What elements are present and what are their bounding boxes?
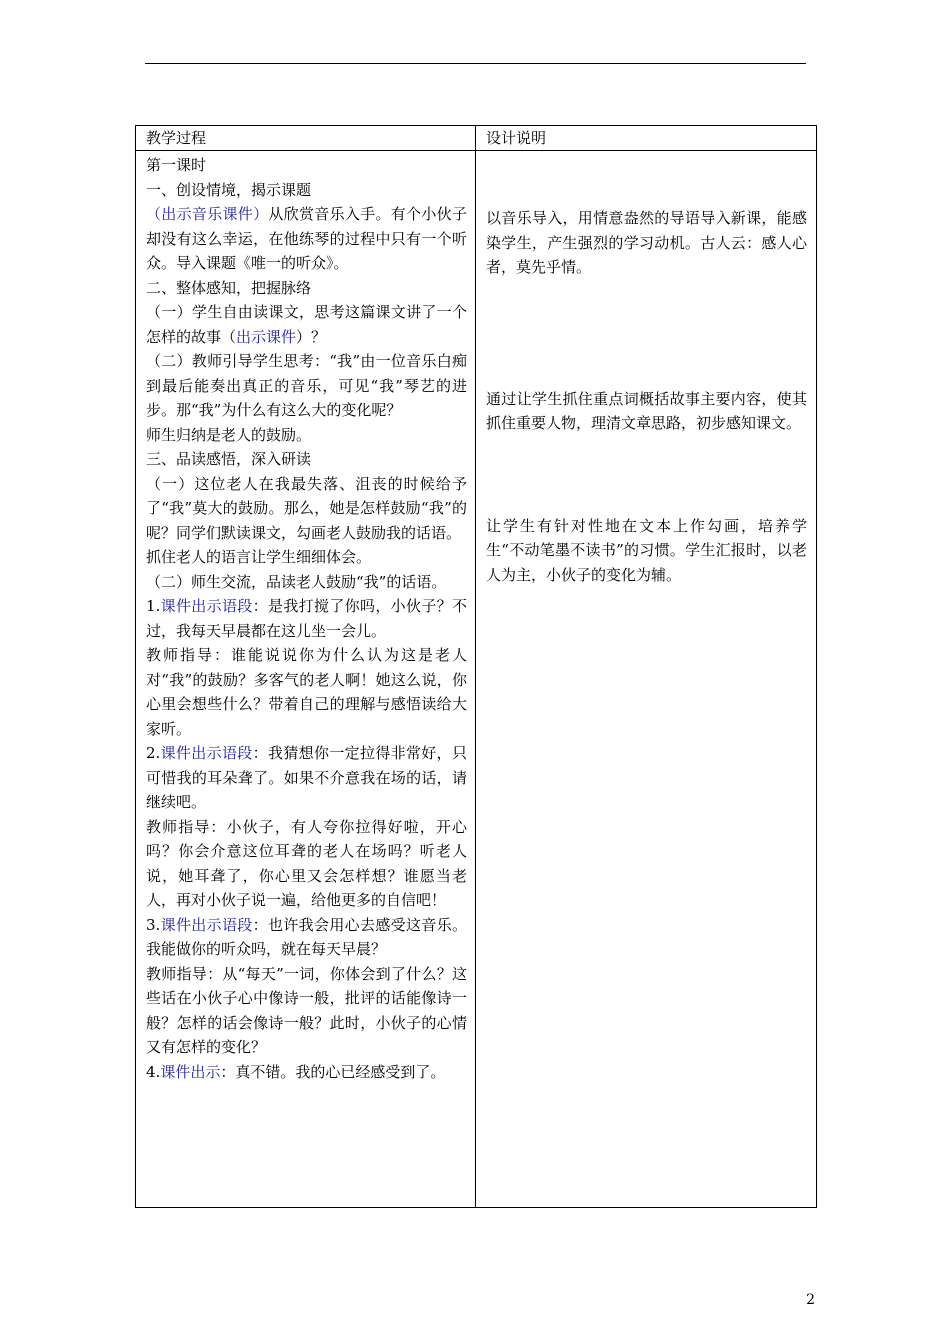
header-design-notes: 设计说明 (476, 126, 817, 151)
courseware-cue: （出示音乐课件） (146, 205, 269, 223)
design-notes-cell (476, 151, 817, 1208)
section-heading-2: 二、整体感知，把握脉络 (146, 278, 312, 297)
paragraph-intro: （出示音乐课件）从欣赏音乐入手。有个小伙子却没有这么幸运，在他练琴的过程中只有一个听众。导入课题《唯一的听众》。 (146, 205, 467, 272)
lesson-period: 第一课时 (146, 156, 207, 174)
courseware-cue: 课件出示语段 (160, 915, 253, 934)
paragraph-reading-2: （二）师生交流，品读老人鼓励“我”的话语。 (146, 572, 447, 591)
design-note-2: 通过让学生抓住重点词概括故事主要内容，使其抓住重要人物，理清文章思路，初步感知课文。 (486, 389, 807, 432)
header-teaching-process: 教学过程 (136, 126, 476, 151)
excerpt-2: 2.课件出示语段：我猜想你一定拉得非常好，只可惜我的耳朵聋了。如果不介意我在场的话，请继续吧。 (146, 744, 467, 811)
header-rule (145, 63, 806, 64)
lesson-plan-table (135, 125, 817, 1208)
courseware-cue: 课件出示语段 (160, 597, 253, 615)
courseware-cue: 课件出示语段 (160, 744, 253, 762)
excerpt-1: 1.课件出示语段：是我打搅了你吗，小伙子？不过，我每天早晨都在这儿坐一会儿。 (146, 597, 467, 640)
table-header-row (136, 126, 817, 151)
paragraph-reading-note: 抓住老人的语言让学生细细体会。 (146, 548, 372, 566)
design-note-1: 以音乐导入，用情意盎然的导语导入新课，能感染学生，产生强烈的学习动机。古人云：感人心者，莫先乎情。 (486, 209, 807, 276)
design-note-3: 让学生有针对性地在文本上作勾画，培养学生“不动笔墨不读书”的习惯。学生汇报时，以老人为主，小伙子的变化为辅。 (486, 516, 807, 584)
paragraph-step-2: （二）教师引导学生思考：“我”由一位音乐白痴到最后能奏出真正的音乐，可见“我”琴艺的进步。那“我”为什么有这么大的变化呢？ (146, 352, 467, 419)
guidance-2: 教师指导：小伙子，有人夸你拉得好啦，开心吗？你会介意这位耳聋的老人在场吗？听老人说，她耳聋了，你心里又会怎样想？谁愿当老人，再对小伙子说一遍，给他更多的自信吧！ (146, 817, 467, 909)
paragraph-summary: 师生归纳是老人的鼓励。 (146, 425, 312, 444)
table-body-row (136, 151, 817, 1208)
guidance-1: 教师指导：谁能说说你为什么认为这是老人对“我”的鼓励？多客气的老人啊！她这么说，你心里会想些什么？带着自己的理解与感悟读给大家听。 (146, 646, 467, 738)
teaching-process-cell (136, 151, 476, 1208)
section-heading-3: 三、品读感悟，深入研读 (146, 450, 312, 468)
section-heading-1: 一、创设情境，揭示课题 (146, 180, 312, 199)
guidance-3: 教师指导：从“每天”一词，你体会到了什么？这些话在小伙子心中像诗一般，批评的话能像诗一般？怎样的话会像诗一般？此时，小伙子的心情又有怎样的变化？ (146, 964, 467, 1056)
excerpt-4: 4.课件出示：真不错。我的心已经感受到了。 (146, 1062, 446, 1081)
courseware-cue: 课件出示 (160, 1062, 221, 1081)
page-number: 2 (806, 1292, 815, 1308)
paragraph-reading-1: （一）这位老人在我最失落、沮丧的时候给予了“我”莫大的鼓励。那么，她是怎样鼓励“我”的呢？同学们默读课文，勾画老人鼓励我的话语。 (146, 474, 467, 542)
courseware-cue: 出示课件 (236, 327, 297, 346)
excerpt-3: 3.课件出示语段：也许我会用心去感受这音乐。我能做你的听众吗，就在每天早晨？ (146, 915, 467, 958)
paragraph-step-1: （一）学生自由读课文，思考这篇课文讲了一个怎样的故事（出示课件）？ (146, 303, 467, 346)
